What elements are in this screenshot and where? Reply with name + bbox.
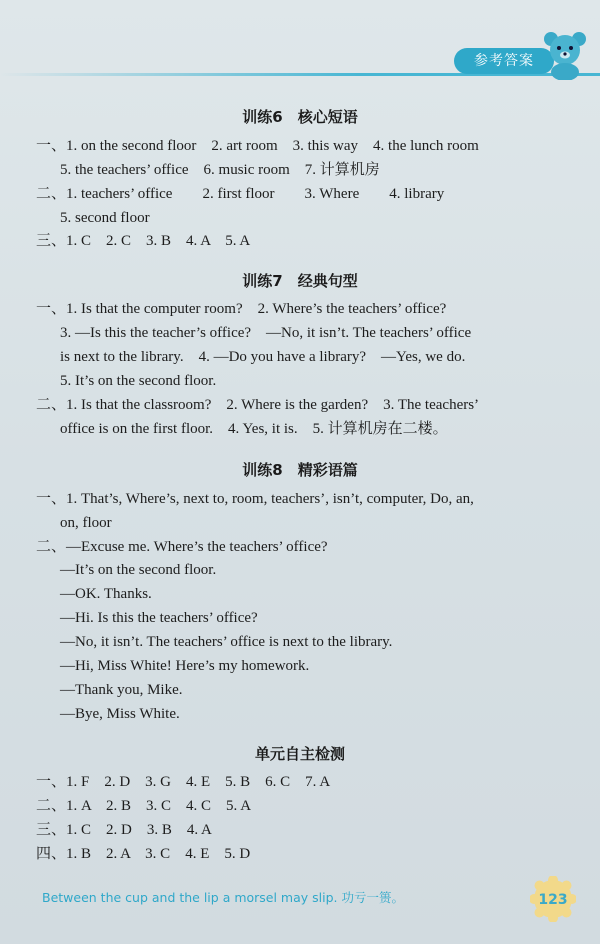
answer-line: is next to the library. 4. —Do you have a library? —Yes, we do. — [60, 349, 466, 365]
answer-line: —Bye, Miss White. — [60, 706, 180, 722]
answer-line: —Hi, Miss White! Here’s my homework. — [60, 658, 310, 674]
answer-line: —Thank you, Mike. — [60, 682, 183, 698]
answer-line: 四、1. B 2. A 3. C 4. E 5. D — [36, 846, 251, 862]
answer-line: —No, it isn’t. The teachers’ office is next to the library. — [60, 634, 393, 650]
page-number-badge — [530, 876, 576, 922]
answer-line: 二、1. teachers’ office 2. first floor 3. Where 4. library — [36, 186, 445, 202]
answer-line: 一、1. on the second floor 2. art room 3. this way 4. the lunch room — [36, 138, 479, 154]
answer-line: office is on the first floor. 4. Yes, it is. 5. 计算机房在二楼。 — [60, 421, 448, 437]
answer-line: 一、1. Is that the computer room? 2. Where’s the teachers’ office? — [36, 301, 447, 317]
answer-line: —OK. Thanks. — [60, 586, 152, 602]
answer-line: 5. second floor — [60, 210, 150, 226]
answer-line: 5. It’s on the second floor. — [60, 373, 217, 389]
section-title-training-8: 训练8 精彩语篇 — [242, 461, 358, 479]
answer-line: 二、1. A 2. B 3. C 4. C 5. A — [36, 798, 252, 814]
answer-line: 一、1. F 2. D 3. G 4. E 5. B 6. C 7. A — [36, 774, 331, 790]
section-title-training-7: 训练7 经典句型 — [242, 272, 358, 290]
answer-line: —Hi. Is this the teachers’ office? — [60, 610, 258, 626]
section-title-unit-test: 单元自主检测 — [254, 745, 345, 763]
answer-line: 5. the teachers’ office 6. music room 7. 计算机房 — [60, 162, 380, 178]
answer-key-badge: 参考答案 — [454, 48, 554, 74]
bear-mascot-icon — [542, 30, 588, 80]
answer-line: 二、1. Is that the classroom? 2. Where is the garden? 3. The teachers’ — [36, 397, 480, 413]
page-number: 123 — [538, 892, 568, 908]
answer-line: 三、1. C 2. D 3. B 4. A — [36, 822, 212, 838]
answer-line: on, floor — [60, 515, 112, 531]
footer-proverb: Between the cup and the lip a morsel may slip. 功亏一篑。 — [42, 890, 404, 905]
answer-line: 3. —Is this the teacher’s office? —No, it isn’t. The teachers’ office — [60, 325, 472, 341]
answer-line: 一、1. That’s, Where’s, next to, room, teachers’, isn’t, computer, Do, an, — [36, 491, 474, 507]
answer-line: 二、—Excuse me. Where’s the teachers’ office? — [36, 539, 328, 555]
answer-line: 三、1. C 2. C 3. B 4. A 5. A — [36, 233, 251, 249]
section-title-training-6: 训练6 核心短语 — [242, 108, 358, 126]
answer-line: —It’s on the second floor. — [60, 562, 217, 578]
